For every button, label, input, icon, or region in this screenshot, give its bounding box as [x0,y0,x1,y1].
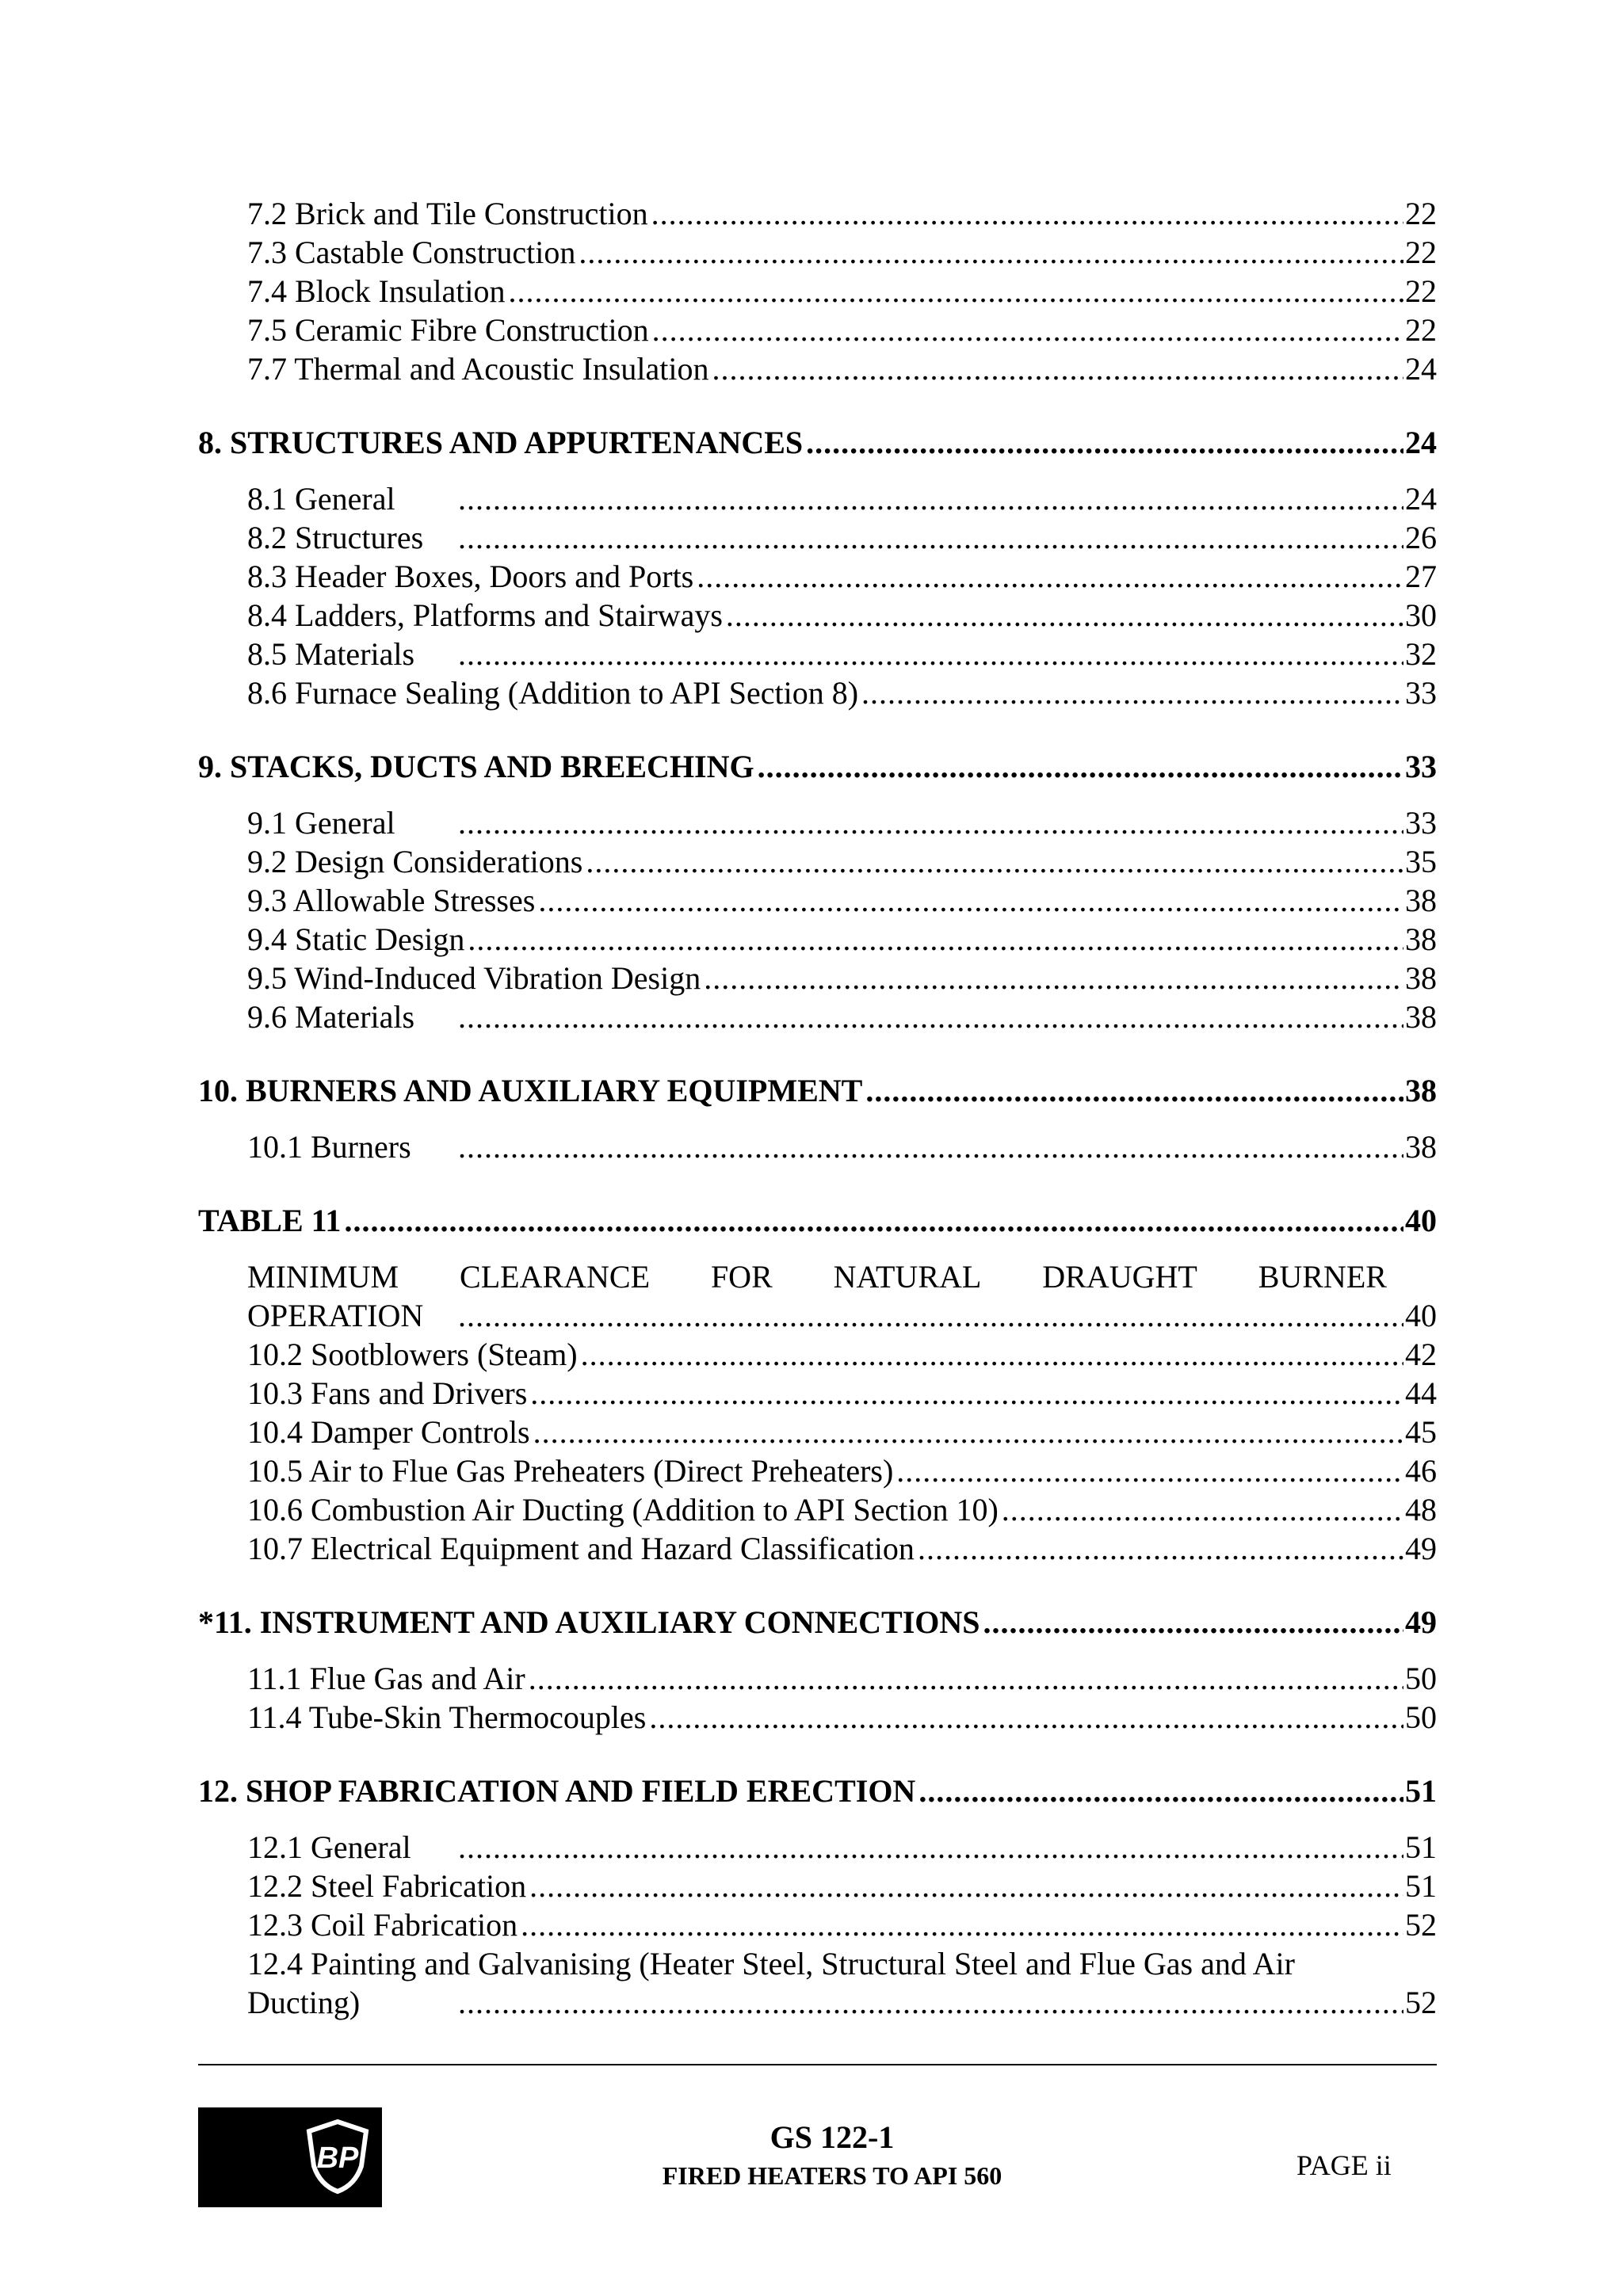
toc-wrapped-line [247,1257,1387,1296]
toc-entry-page: 26 [1405,520,1437,555]
toc-entry-label: 7.2 Brick and Tile Construction [247,196,648,231]
svg-text:BP: BP [316,2142,359,2175]
toc-subsection-entry[interactable] [247,272,1437,311]
toc-entry-page: 33 [1405,805,1437,841]
toc-dot-leader [458,1296,1403,1335]
toc-entry-label: 9.2 Design Considerations [247,844,583,879]
toc-entry-page: 32 [1405,636,1437,672]
toc-entry-label: 10.5 Air to Flue Gas Preheaters (Direct Preheaters) [247,1453,894,1489]
toc-entry-page: 40 [1405,1298,1437,1333]
toc-subsection-entry[interactable] [247,959,1437,997]
toc-subsection-entry[interactable] [247,1867,1437,1905]
toc-entry-page: 33 [1405,749,1437,784]
toc-dot-leader [697,557,1403,596]
toc-wrapped-line: 12.4 Painting and Galvanising (Heater Steel, Structural Steel and Flue Gas and Air [247,1946,1295,1981]
toc-subsection-entry[interactable] [247,1698,1437,1737]
toc-subsection-entry[interactable] [247,518,1437,557]
document-code: GS 122-1 [769,2119,895,2155]
toc-dot-leader [458,479,1403,518]
toc-dot-leader [529,1659,1403,1698]
toc-dot-leader [530,1374,1403,1413]
toc-dot-leader [458,1828,1403,1867]
toc-dot-leader [806,422,1403,463]
toc-entry-label: 10.4 Damper Controls [247,1414,530,1450]
toc-dot-leader [579,233,1403,272]
toc-subsection-entry[interactable] [247,920,1437,959]
toc-entry-page: 24 [1405,481,1437,517]
toc-entry-page: 22 [1405,196,1437,231]
toc-subsection-entry[interactable] [247,1490,1437,1529]
toc-word: BURNER [1258,1259,1387,1295]
toc-subsection-entry[interactable] [247,1335,1437,1374]
toc-entry-page: 52 [1405,1985,1437,2020]
toc-section-entry[interactable] [198,1771,1437,1812]
toc-entry-page: 38 [1405,999,1437,1035]
toc-dot-leader [344,1200,1403,1241]
toc-entry-label: 10.2 Sootblowers (Steam) [247,1337,578,1372]
toc-entry-page: 46 [1405,1453,1437,1489]
toc-subsection-entry[interactable] [247,1529,1437,1568]
toc-entry-page: 50 [1405,1699,1437,1735]
toc-entry-page: 33 [1405,675,1437,711]
toc-entry-page: 38 [1405,960,1437,996]
toc-entry-page: 51 [1405,1829,1437,1865]
toc-subsection-entry[interactable] [247,194,1437,233]
toc-entry-label: 11.1 Flue Gas and Air [247,1661,525,1696]
toc-entry-label: 9.6 Materials [247,999,415,1035]
toc-entry-label: 11.4 Tube-Skin Thermocouples [247,1699,647,1735]
toc-subsection-entry[interactable] [247,881,1437,920]
toc-dot-leader [649,1698,1403,1737]
toc-dot-leader [918,1529,1403,1568]
toc-dot-leader [458,518,1403,557]
toc-subsection-entry[interactable] [247,1451,1437,1490]
toc-section-entry[interactable] [198,1200,1437,1241]
toc-dot-leader [865,1070,1403,1112]
toc-entry-label: 7.3 Castable Construction [247,235,576,270]
toc-dot-leader [712,349,1403,388]
toc-dot-leader [533,1413,1403,1451]
toc-entry-page: 24 [1405,351,1437,387]
toc-entry-page: 44 [1405,1375,1437,1411]
toc-entry-label: 10.1 Burners [247,1129,411,1165]
toc-word: NATURAL [833,1259,982,1295]
toc-subsection-entry[interactable] [247,233,1437,272]
toc-dot-leader [529,1867,1403,1905]
toc-section-entry[interactable] [198,746,1437,788]
toc-entry-page: 27 [1405,559,1437,594]
toc-word: DRAUGHT [1042,1259,1197,1295]
toc-dot-leader [468,920,1403,959]
toc-entry-label: 10. BURNERS AND AUXILIARY EQUIPMENT [198,1073,863,1108]
toc-entry-page: 30 [1405,597,1437,633]
toc-entry-label: 8.4 Ladders, Platforms and Stairways [247,597,723,633]
document-title: FIRED HEATERS TO API 560 [662,2161,1002,2190]
toc-subsection-entry[interactable] [247,1127,1437,1166]
toc-entry-label: 12.3 Coil Fabrication [247,1907,518,1943]
toc-dot-leader [1002,1490,1403,1529]
toc-entry-label: 10.3 Fans and Drivers [247,1375,528,1411]
toc-word: FOR [710,1259,773,1295]
toc-entry-label: 7.5 Ceramic Fibre Construction [247,312,649,348]
toc-entry-page: 42 [1405,1337,1437,1372]
toc-dot-leader [861,673,1403,712]
toc-subsection-entry[interactable] [247,1983,1437,2022]
toc-subsection-entry[interactable] [247,596,1437,635]
toc-entry-label: 7.4 Block Insulation [247,273,506,309]
toc-entry-label: 10.7 Electrical Equipment and Hazard Classification [247,1531,915,1566]
toc-subsection-entry[interactable] [247,997,1437,1036]
toc-entry-label: 8.6 Furnace Sealing (Addition to API Section 8) [247,675,859,711]
toc-entry-label: 9.5 Wind-Induced Vibration Design [247,960,701,996]
toc-entry-page: 22 [1405,273,1437,309]
toc-entry-page: 35 [1405,844,1437,879]
toc-subsection-entry[interactable] [247,673,1437,712]
toc-entry-page: 49 [1405,1531,1437,1566]
toc-entry-page: 49 [1405,1604,1437,1640]
toc-entry-label: 12.1 General [247,1829,411,1865]
toc-subsection-entry[interactable] [247,842,1437,881]
toc-dot-leader [651,194,1403,233]
page-number: PAGE ii [1296,2149,1392,2181]
toc-entry-label: 8.3 Header Boxes, Doors and Ports [247,559,694,594]
toc-dot-leader [581,1335,1403,1374]
toc-dot-leader [896,1451,1403,1490]
toc-entry-page: 48 [1405,1492,1437,1527]
toc-entry-label: OPERATION [247,1298,424,1333]
toc-entry-label: 8.1 General [247,481,395,517]
bp-logo [198,2107,382,2207]
toc-entry-page: 51 [1405,1773,1437,1809]
toc-dot-leader [758,746,1403,788]
toc-entry-label: 7.7 Thermal and Acoustic Insulation [247,351,709,387]
toc-dot-leader [704,959,1403,997]
toc-entry-label: 9.4 Static Design [247,921,465,957]
toc-entry-page: 38 [1405,883,1437,918]
toc-entry-label: 12.2 Steel Fabrication [247,1868,527,1904]
toc-entry-page: 52 [1405,1907,1437,1943]
toc-entry-page: 45 [1405,1414,1437,1450]
toc-dot-leader [586,842,1403,881]
toc-word: MINIMUM [247,1259,399,1295]
bp-shield-icon [298,2117,377,2196]
toc-dot-leader [458,997,1403,1036]
toc-dot-leader [458,635,1403,673]
toc-entry-label: 9. STACKS, DUCTS AND BREECHING [198,749,754,784]
table-of-contents [198,194,1437,2022]
toc-entry-label: 9.1 General [247,805,395,841]
footer-divider [198,2064,1437,2065]
toc-dot-leader [652,311,1403,349]
toc-dot-leader [458,803,1403,842]
toc-word: CLEARANCE [460,1259,651,1295]
toc-entry-label: 8.2 Structures [247,520,424,555]
toc-entry-page: 24 [1405,425,1437,460]
toc-entry-label: 10.6 Combustion Air Ducting (Addition to API Section 10) [247,1492,999,1527]
toc-section-entry[interactable] [198,1602,1437,1643]
toc-subsection-entry[interactable] [247,635,1437,673]
toc-entry-page: 51 [1405,1868,1437,1904]
toc-entry-label: TABLE 11 [198,1203,342,1238]
toc-dot-leader [458,1983,1403,2022]
toc-subsection-entry[interactable] [247,557,1437,596]
toc-subsection-entry[interactable] [247,349,1437,388]
toc-subsection-entry[interactable] [247,1828,1437,1867]
toc-dot-leader [509,272,1403,311]
toc-subsection-entry[interactable] [247,1659,1437,1698]
toc-entry-page: 22 [1405,312,1437,348]
toc-entry-label: 8. STRUCTURES AND APPURTENANCES [198,425,804,460]
toc-dot-leader [458,1127,1403,1166]
toc-dot-leader [726,596,1403,635]
toc-entry-page: 38 [1405,1073,1437,1108]
toc-dot-leader [983,1602,1403,1643]
toc-dot-leader [538,881,1403,920]
toc-entry-page: 22 [1405,235,1437,270]
toc-entry-label: 8.5 Materials [247,636,415,672]
toc-subsection-entry[interactable] [247,803,1437,842]
toc-subsection-entry[interactable] [247,311,1437,349]
toc-entry-page: 40 [1405,1203,1437,1238]
toc-section-entry[interactable] [198,1070,1437,1112]
toc-dot-leader [918,1771,1403,1812]
toc-entry-page: 50 [1405,1661,1437,1696]
toc-subsection-entry[interactable] [247,1296,1437,1335]
toc-section-entry[interactable] [198,422,1437,463]
toc-entry-page: 38 [1405,921,1437,957]
toc-subsection-entry[interactable] [247,1413,1437,1451]
toc-subsection-entry[interactable] [247,479,1437,518]
toc-entry-page: 38 [1405,1129,1437,1165]
toc-dot-leader [521,1905,1403,1944]
toc-subsection-entry[interactable] [247,1374,1437,1413]
toc-entry-label: 12. SHOP FABRICATION AND FIELD ERECTION [198,1773,916,1809]
toc-subsection-entry[interactable] [247,1905,1437,1944]
toc-entry-label: 9.3 Allowable Stresses [247,883,536,918]
toc-entry-label: Ducting) [247,1985,361,2020]
toc-entry-label: *11. INSTRUMENT AND AUXILIARY CONNECTIONS [198,1604,980,1640]
